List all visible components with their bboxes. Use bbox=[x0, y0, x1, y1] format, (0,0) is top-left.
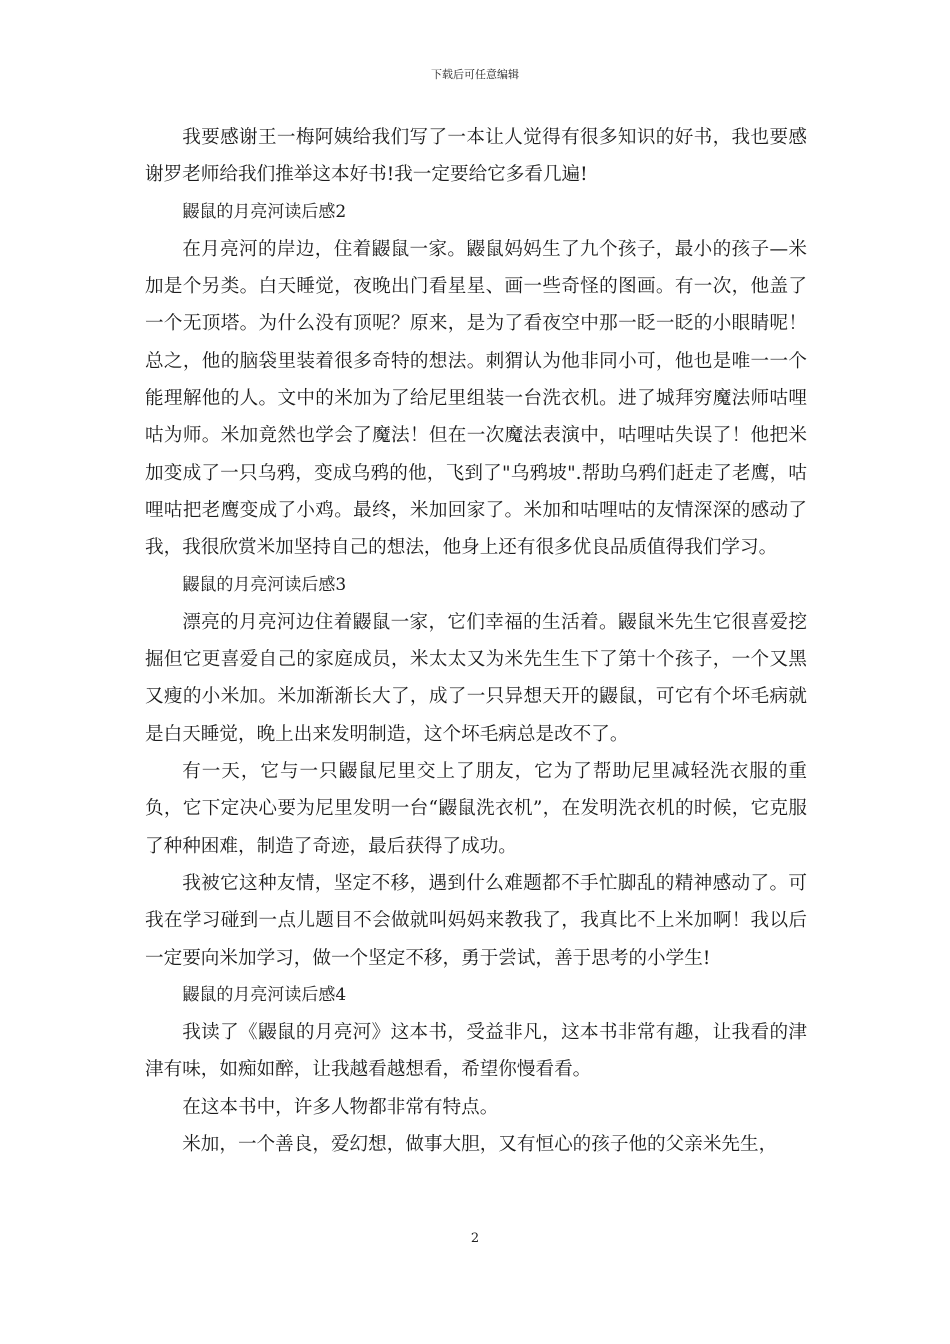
section-heading: 鼹鼠的月亮河读后感2 bbox=[182, 201, 347, 222]
body-paragraph: 漂亮的月亮河边住着鼹鼠一家，它们幸福的生活着。鼹鼠米先生它很喜爱挖掘但它更喜爱自己的家庭成员，米太太又为米先生生下了第十个孩子，一个又黑又瘦的小米加。米加渐渐长大了，成了一只异想天开的鼹鼠，可它有个坏毛病就是白天睡觉，晚上出来发明制造，这个坏毛病总是改不了。 bbox=[145, 611, 807, 745]
body-paragraph: 我被它这种友情，坚定不移，遇到什么难题都不手忙脚乱的精神感动了。可我在学习碰到一点儿题目不会做就叫妈妈来教我了，我真比不上米加啊！我以后一定要向米加学习，做一个坚定不移，勇于尝试，善于思考的小学生! bbox=[145, 872, 807, 969]
body-paragraph: 有一天，它与一只鼹鼠尼里交上了朋友，它为了帮助尼里减轻洗衣服的重负，它下定决心要为尼里发明一台“鼹鼠洗衣机”，在发明洗衣机的时候，它克服了种种困难，制造了奇迹，最后获得了成功。 bbox=[145, 761, 807, 857]
body-paragraph: 在月亮河的岸边，住着鼹鼠一家。鼹鼠妈妈生了九个孩子，最小的孩子—米加是个另类。白天睡觉，夜晚出门看星星、画一些奇怪的图画。有一次，他盖了一个无顶塔。为什么没有顶呢？原来，是为了看夜空中那一眨一眨的小眼睛呢！总之，他的脑袋里装着很多奇特的想法。刺猬认为他非同小可，他也是唯一一个能理解他的人。文中的米加为了给尼里组装一台洗衣机。进了城拜穷魔法师咕哩咕为师。米加竟然也学会了魔法！但在一次魔法表演中，咕哩咕失误了！他把米加变成了一只乌鸦，变成乌鸦的他，飞到了"乌鸦坡".帮助乌鸦们赶走了老鹰，咕哩咕把老鹰变成了小鸡。最终，米加回家了。米加和咕哩咕的友情深深的感动了我，我很欣赏米加坚持自己的想法，他身上还有很多优良品质值得我们学习。 bbox=[145, 238, 807, 559]
page-number: 2 bbox=[470, 1231, 480, 1246]
page-header: 下载后可任意编辑 bbox=[431, 68, 519, 81]
document-body bbox=[145, 119, 807, 1163]
body-paragraph: 我要感谢王一梅阿姨给我们写了一本让人觉得有很多知识的好书，我也要感谢罗老师给我们推举这本好书!我一定要给它多看几遍! bbox=[145, 127, 807, 186]
body-paragraph: 我读了《鼹鼠的月亮河》这本书，受益非凡，这本书非常有趣，让我看的津津有味，如痴如醉，让我越看越想看，希望你慢看看。 bbox=[145, 1022, 807, 1081]
body-paragraph: 米加，一个善良，爱幻想，做事大胆，又有恒心的孩子他的父亲米先生， bbox=[182, 1134, 778, 1156]
section-heading: 鼹鼠的月亮河读后感4 bbox=[182, 984, 347, 1005]
section-heading: 鼹鼠的月亮河读后感3 bbox=[182, 574, 347, 595]
body-paragraph: 在这本书中，许多人物都非常有特点。 bbox=[182, 1096, 499, 1118]
